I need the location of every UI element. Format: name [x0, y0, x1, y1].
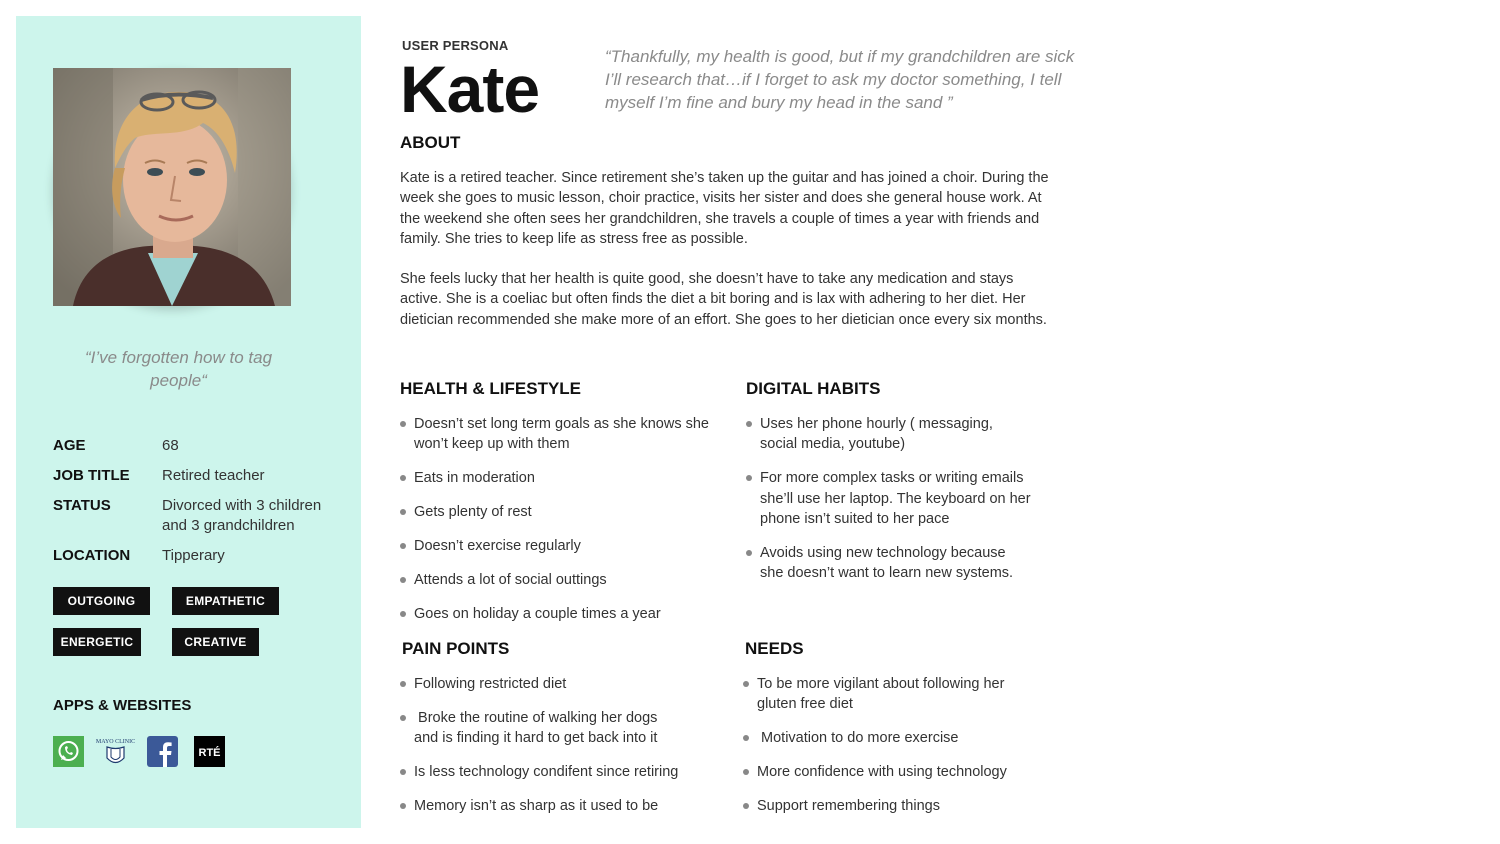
health-list [400, 414, 710, 625]
fact-location [53, 546, 353, 566]
needs-list [743, 674, 1043, 817]
persona-facts [53, 436, 353, 576]
list-item: Eats in moderation [400, 468, 710, 488]
list-item: Support remembering things [743, 796, 1043, 816]
about-text [400, 168, 1050, 330]
persona-photo [53, 68, 291, 306]
digital-list [746, 414, 1046, 583]
tag-creative: CREATIVE [172, 628, 259, 656]
list-item: Motivation to do more exercise [743, 728, 1043, 748]
list-item: To be more vigilant about following her gluten free diet [743, 674, 1043, 715]
list-item: Doesn’t exercise regularly [400, 536, 710, 556]
mayo-clinic-icon [95, 736, 136, 767]
fact-value: 68 [162, 437, 179, 454]
list-item: For more complex tasks or writing emails she’ll use her laptop. The keyboard on her phone isn’t suited to her pace [746, 468, 1046, 529]
about-paragraph: Kate is a retired teacher. Since retirement she’s taken up the guitar and has joined a choir. During the week she goes to music lesson, choir practice, visits her sister and does she general house work. At the weekend she often sees her grandchildren, she travels a couple of times a year with friends and family. She tries to keep life as stress free as possible. [400, 170, 1049, 247]
list-item: More confidence with using technology [743, 762, 1043, 782]
tag-energetic: ENERGETIC [53, 628, 141, 656]
persona-name: Kate [400, 52, 540, 126]
digital-title: DIGITAL HABITS [746, 379, 881, 398]
fact-status [53, 496, 353, 536]
main-quote: “Thankfully, my health is good, but if my grandchildren are sick I’ll research that…if I forget to ask my doctor something, I tell myself I’m fine and bury my head in the sand ” [605, 47, 1075, 112]
fact-job-title [53, 466, 353, 486]
list-item: Following restricted diet [400, 674, 710, 694]
health-title: HEALTH & LIFESTYLE [400, 379, 582, 398]
list-item: Attends a lot of social outtings [400, 570, 710, 590]
eyebrow-label: USER PERSONA [402, 38, 509, 53]
fact-label: AGE [53, 437, 86, 454]
list-item: Broke the routine of walking her dogs and is finding it hard to get back into it [400, 708, 710, 749]
pain-list [400, 674, 710, 817]
fact-value: Divorced with 3 children and 3 grandchildren [162, 497, 322, 534]
about-paragraph: She feels lucky that her health is quite good, she doesn’t have to take any medication and stays active. She is a coeliac but often finds the diet a bit boring and is lax with adhering to her diet. Her dietician recommended she make more of an effort. She goes to her dietician once every six months. [400, 271, 1047, 328]
side-quote: “I’ve forgotten how to tag people“ [84, 348, 273, 390]
profile-sidebar [16, 16, 361, 828]
rte-text: RTÉ [198, 747, 221, 759]
whatsapp-icon [53, 736, 84, 767]
list-item: Goes on holiday a couple times a year [400, 604, 710, 624]
list-item: Is less technology condifent since retiring [400, 762, 710, 782]
fact-age [53, 436, 353, 456]
fact-value: Retired teacher [162, 467, 265, 484]
rte-icon [194, 736, 225, 767]
fact-label: LOCATION [53, 547, 131, 564]
about-title: ABOUT [400, 133, 461, 152]
list-item: Uses her phone hourly ( messaging, social media, youtube) [746, 414, 1046, 455]
tag-empathetic: EMPATHETIC [172, 587, 279, 615]
tag-outgoing: OUTGOING [53, 587, 150, 615]
fact-label: STATUS [53, 497, 111, 514]
fact-value: Tipperary [162, 547, 225, 564]
list-item: Avoids using new technology because she doesn’t want to learn new systems. [746, 543, 1046, 584]
fact-label: JOB TITLE [53, 467, 130, 484]
avatar [53, 68, 291, 306]
list-item: Gets plenty of rest [400, 502, 710, 522]
list-item: Doesn’t set long term goals as she knows she won’t keep up with them [400, 414, 710, 455]
facebook-icon [147, 736, 178, 767]
pain-title: PAIN POINTS [402, 639, 510, 658]
mayo-text: MAYO CLINIC [95, 739, 136, 745]
apps-list [53, 736, 241, 767]
apps-title: APPS & WEBSITES [53, 697, 192, 714]
list-item: Memory isn’t as sharp as it used to be [400, 796, 710, 816]
needs-title: NEEDS [745, 639, 804, 658]
